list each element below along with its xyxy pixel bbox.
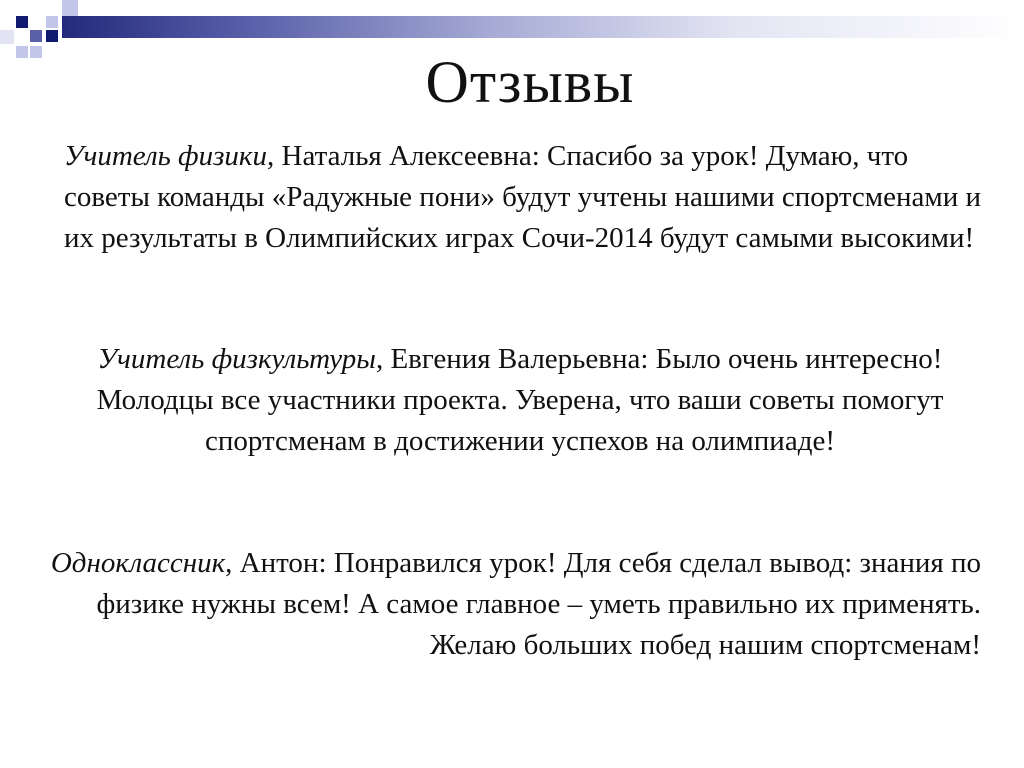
review-role: Одноклассник [50, 547, 226, 579]
review-role: Учитель физкультуры [97, 343, 376, 375]
review-physics-teacher [64, 136, 994, 259]
decor-gradient-bar [62, 16, 1024, 38]
review-classmate [46, 543, 981, 666]
review-text: , Наталья Алексеевна: Спасибо за урок! Думаю, что советы команды «Радужные пони» будут учтены нашими спортсменами и их результаты в Олимпийских играх Сочи-2014 будут самыми высокими! [64, 140, 982, 254]
review-text: , Антон: Понравился урок! Для себя сделал вывод: знания по физике нужны всем! А самое главное – уметь правильно их применять. Желаю больших побед нашим спортсменам! [96, 547, 981, 661]
decor-square [16, 16, 28, 28]
decor-square [46, 30, 58, 42]
review-pe-teacher [70, 339, 970, 462]
review-role: Учитель физики [64, 140, 267, 172]
decor-square [30, 30, 42, 42]
slide-title: Отзывы [425, 49, 635, 115]
decor-square [62, 0, 78, 16]
decor-square [0, 30, 14, 44]
review-text: , Евгения Валерьевна: Было очень интересно! Молодцы все участники проекта. Уверена, что ваши советы помогут спортсменам в достижении успехов на олимпиаде! [96, 343, 944, 457]
decor-square [46, 16, 58, 28]
